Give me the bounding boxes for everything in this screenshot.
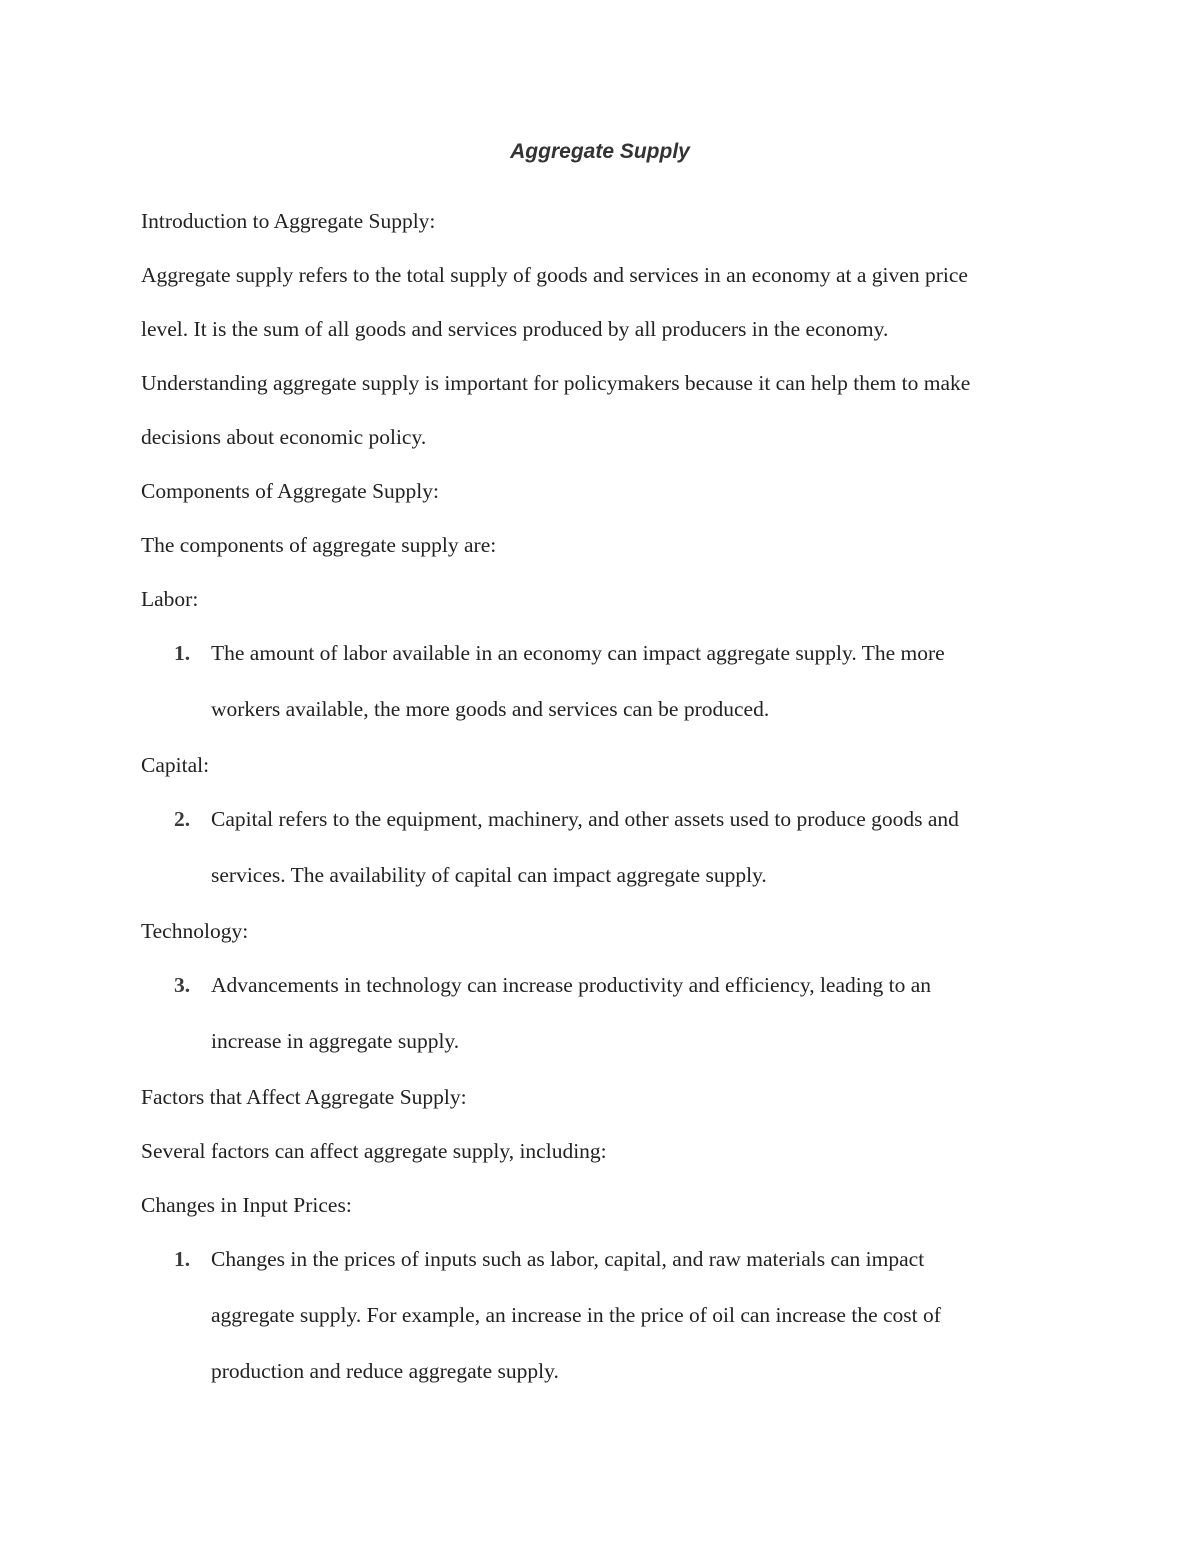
list-item-continuation	[141, 688, 1061, 744]
factors-intro: Several factors can affect aggregate supply, including:	[141, 1139, 607, 1163]
list-item-text: increase in aggregate supply.	[211, 1029, 460, 1053]
list-item-text: The amount of labor available in an economy can impact aggregate supply. The more	[211, 641, 945, 665]
list-item-continuation	[141, 1350, 1061, 1404]
component-label-capital: Capital:	[141, 753, 210, 777]
list-number: 1.	[174, 641, 191, 665]
list-item	[141, 632, 1061, 688]
list-number: 3.	[174, 973, 191, 997]
list-item-text: workers available, the more goods and services can be produced.	[211, 697, 770, 721]
list-number: 1.	[174, 1247, 191, 1271]
factors-heading: Factors that Affect Aggregate Supply:	[141, 1085, 467, 1109]
list-item	[141, 798, 1061, 854]
list-item-text: Capital refers to the equipment, machinery, and other assets used to produce goods and	[211, 807, 959, 831]
intro-paragraph-line: level. It is the sum of all goods and services produced by all producers in the economy.	[141, 317, 889, 341]
list-item-text: Changes in the prices of inputs such as labor, capital, and raw materials can impact	[211, 1247, 925, 1271]
list-item-continuation	[141, 854, 1061, 910]
list-item	[141, 964, 1061, 1020]
component-label-labor: Labor:	[141, 587, 199, 611]
list-item	[141, 1238, 1061, 1294]
list-number: 2.	[174, 807, 191, 831]
intro-heading: Introduction to Aggregate Supply:	[141, 209, 436, 233]
list-item-text: production and reduce aggregate supply.	[211, 1359, 559, 1383]
list-item-text: services. The availability of capital can impact aggregate supply.	[211, 863, 767, 887]
factor-label-input-prices: Changes in Input Prices:	[141, 1193, 352, 1217]
list-item-text: Advancements in technology can increase productivity and efficiency, leading to an	[211, 973, 931, 997]
components-intro: The components of aggregate supply are:	[141, 533, 497, 557]
list-item-text: aggregate supply. For example, an increase in the price of oil can increase the cost of	[211, 1303, 941, 1327]
list-item-continuation	[141, 1020, 1061, 1076]
intro-paragraph-line: decisions about economic policy.	[141, 425, 427, 449]
document-title: Aggregate Supply	[510, 140, 690, 163]
intro-paragraph-line: Understanding aggregate supply is important for policymakers because it can help them to make	[141, 371, 971, 395]
list-item-continuation	[141, 1294, 1061, 1350]
component-label-technology: Technology:	[141, 919, 249, 943]
components-heading: Components of Aggregate Supply:	[141, 479, 439, 503]
document-body	[141, 200, 1061, 1404]
intro-paragraph-line: Aggregate supply refers to the total supply of goods and services in an economy at a given price	[141, 263, 968, 287]
